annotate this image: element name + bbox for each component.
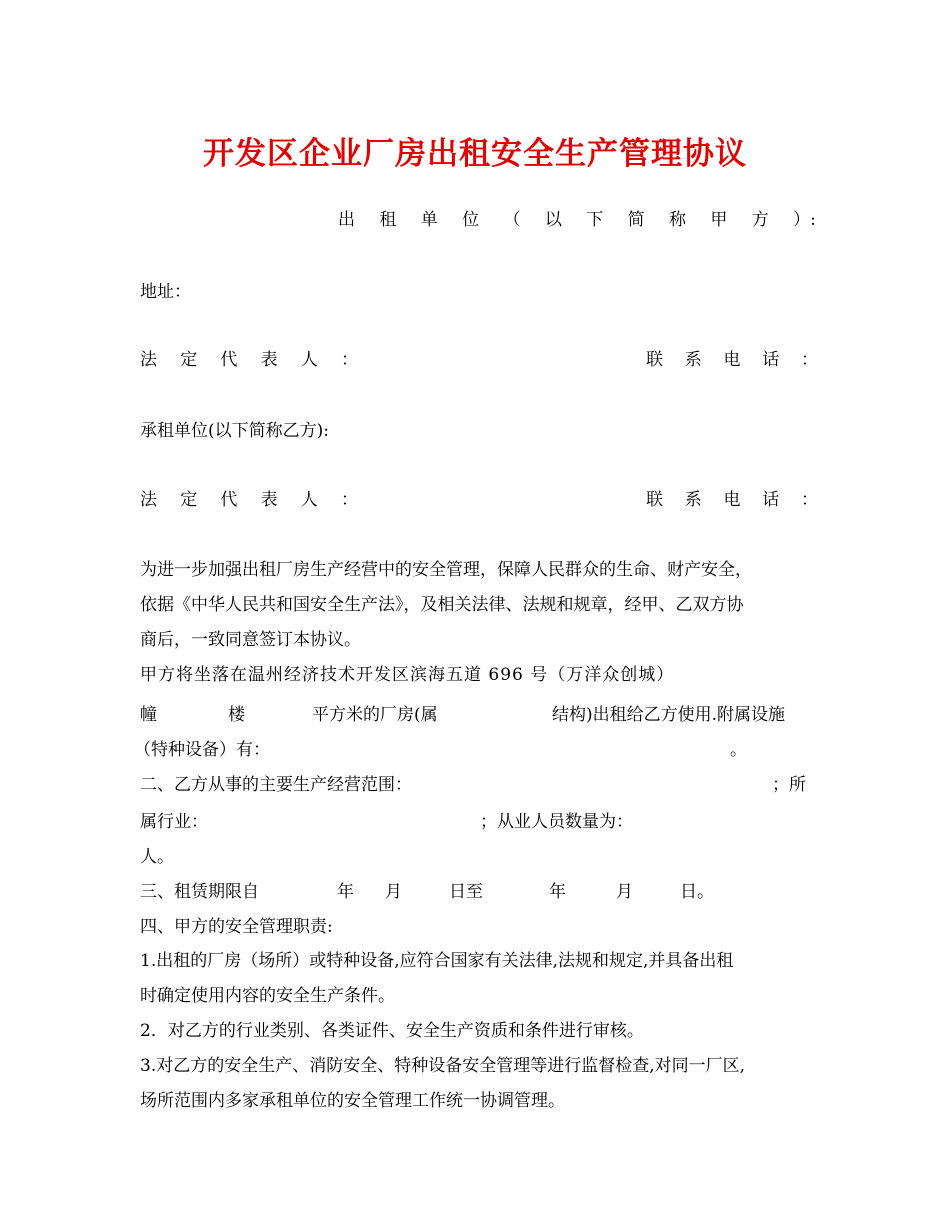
- building-label: 幢: [140, 705, 157, 725]
- phone-char: 联: [646, 490, 663, 510]
- lease-term-label: 三、租赁期限自: [140, 882, 259, 902]
- party-b-label: 承租单位(以下简称乙方):: [140, 421, 329, 441]
- industry-label: 属行业：: [140, 812, 208, 832]
- legal-rep-label: [140, 349, 358, 371]
- phone-char: 系: [684, 350, 702, 370]
- legal-rep-char: 定: [180, 490, 198, 510]
- clause-4-item-1-line-1: 1.出租的厂房（场所）或特种设备,应符合国家有关法律,法规和规定,并具备出租: [140, 951, 734, 971]
- party-a-label-char: 下: [586, 210, 604, 230]
- structure-label: 结构)出租给乙方使用.附属设施: [552, 705, 786, 725]
- party-a-label-char: 甲: [710, 210, 728, 230]
- legal-rep-char: 定: [180, 350, 198, 370]
- equipment-label: （特种设备）有：: [134, 740, 270, 760]
- legal-rep-char: 人: [300, 490, 318, 510]
- end-mark: 。: [730, 740, 747, 760]
- staff-count-label: ；从业人员数量为：: [480, 812, 633, 832]
- day-to-label: 日至: [449, 882, 483, 902]
- party-a-label-char: 位: [462, 210, 480, 230]
- party-a-label-char: 方: [751, 210, 769, 230]
- month-label-2: 月: [616, 882, 633, 902]
- clause-1-line-1: 甲方将坐落在温州经济技术开发区滨海五道 696 号（万洋众创城）: [140, 665, 675, 685]
- legal-rep-char: 代: [220, 490, 238, 510]
- legal-rep-char: 法: [140, 490, 157, 510]
- party-a-label: [338, 209, 816, 231]
- legal-rep-char: 人: [300, 350, 318, 370]
- business-scope-label: 二、乙方从事的主要生产经营范围：: [140, 775, 412, 795]
- phone-char: 话: [762, 350, 780, 370]
- party-a-label-char: 以: [544, 210, 562, 230]
- month-label: 月: [385, 882, 402, 902]
- clause-4-item-3-line-2: 场所范围内多家承租单位的安全管理工作统一协调管理。: [140, 1091, 565, 1111]
- year-label-2: 年: [549, 882, 566, 902]
- legal-rep-char: ：: [340, 350, 358, 370]
- clause-2-line-3: 人。: [140, 847, 174, 867]
- phone-char: ：: [801, 350, 818, 370]
- floor-label: 楼: [228, 705, 245, 725]
- phone-char: 电: [723, 490, 741, 510]
- legal-rep-char: ：: [340, 490, 358, 510]
- phone-char: 系: [684, 490, 702, 510]
- party-a-label-char: 称: [669, 210, 686, 230]
- year-label: 年: [337, 882, 354, 902]
- legal-rep-char: 法: [140, 350, 157, 370]
- party-a-label-char: ）:: [793, 210, 816, 230]
- phone-char: ：: [801, 490, 818, 510]
- party-a-label-char: 简: [627, 210, 645, 230]
- party-a-label-char: 出: [338, 210, 355, 230]
- clause-4-item-3-line-1: 3.对乙方的安全生产、消防安全、特种设备安全管理等进行监督检查,对同一厂区,: [140, 1056, 746, 1076]
- phone-label: [646, 349, 818, 371]
- phone-label: [646, 489, 818, 511]
- legal-rep-char: 代: [220, 350, 238, 370]
- phone-char: 电: [723, 350, 741, 370]
- intro-line-2: 依据《中华人民共和国安全生产法》，及相关法律、法规和规章，经甲、乙双方协: [140, 595, 744, 615]
- clause-4-heading: 四、甲方的安全管理职责:: [140, 917, 333, 937]
- legal-rep-char: 表: [260, 350, 278, 370]
- phone-char: 联: [646, 350, 663, 370]
- clause-4-item-2: 2．对乙方的行业类别、各类证件、安全生产资质和条件进行审核。: [140, 1021, 644, 1041]
- intro-line-1: 为进一步加强出租厂房生产经营中的安全管理，保障人民群众的生命、财产安全，: [140, 560, 752, 580]
- party-a-label-char: 单: [420, 210, 438, 230]
- party-a-label-char: （: [503, 210, 521, 230]
- intro-line-3: 商后，一致同意签订本协议。: [140, 630, 361, 650]
- clause-4-item-1-line-2: 时确定使用内容的安全生产条件。: [140, 986, 395, 1006]
- address-label: 地址：: [140, 282, 191, 302]
- document-title: 开发区企业厂房出租安全生产管理协议: [203, 136, 747, 172]
- legal-rep-label: [140, 489, 358, 511]
- legal-rep-char: 表: [260, 490, 278, 510]
- phone-char: 话: [762, 490, 780, 510]
- area-label: 平方米的厂房(属: [312, 705, 438, 725]
- party-a-label-char: 租: [379, 210, 397, 230]
- day-end-label: 日。: [680, 882, 714, 902]
- line-end: ；所: [772, 775, 806, 795]
